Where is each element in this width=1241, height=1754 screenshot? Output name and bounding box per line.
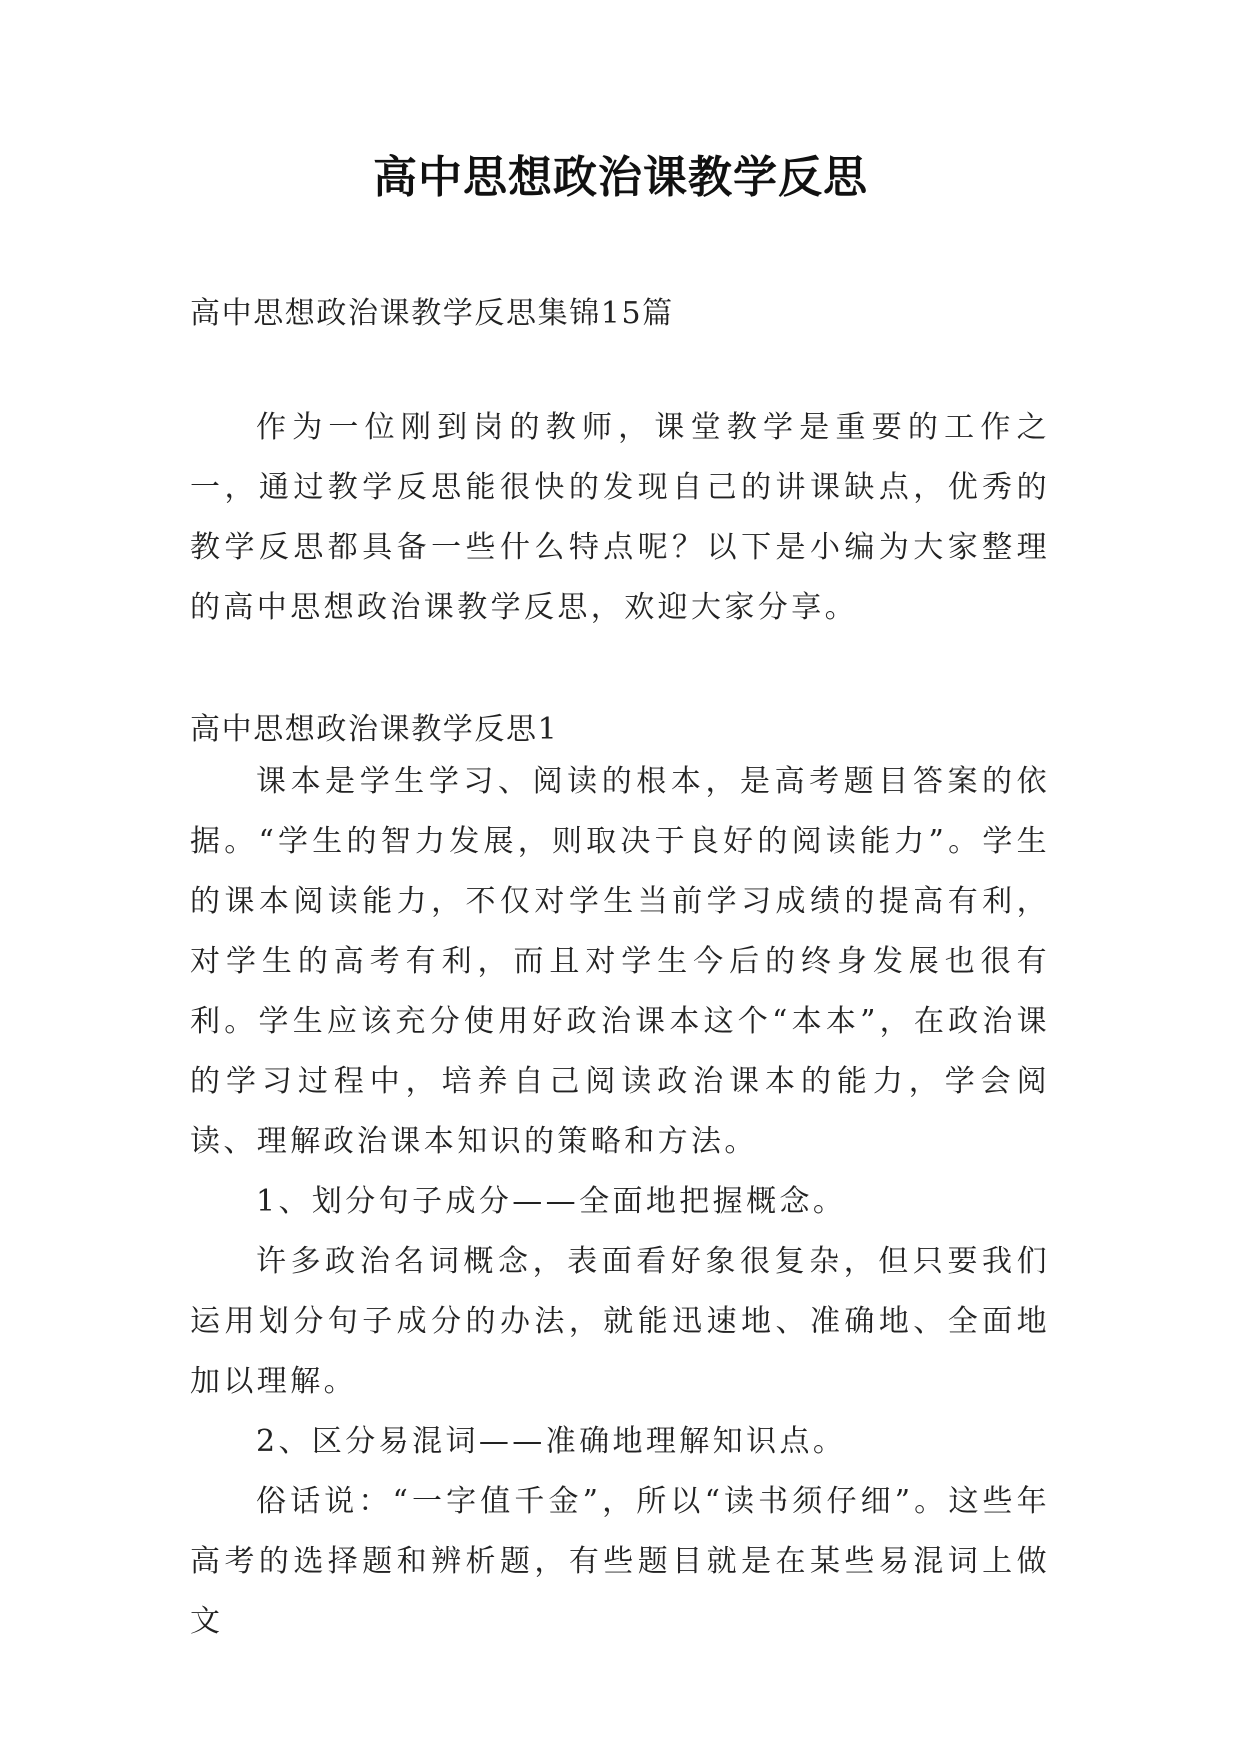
document-subtitle: 高中思想政治课教学反思集锦15篇 <box>190 296 674 331</box>
section-body <box>190 752 1050 1652</box>
numbered-point: 2、区分易混词——准确地理解知识点。 <box>256 1424 847 1459</box>
section-heading: 高中思想政治课教学反思1 <box>190 712 559 747</box>
body-paragraph: 课本是学生学习、阅读的根本，是高考题目答案的依据。“学生的智力发展，则取决于良好的阅读能力”。学生的课本阅读能力，不仅对学生当前学习成绩的提高有利，对学生的高考有利，而且对学生今后的终身发展也很有利。学生应该充分使用好政治课本这个“本本”，在政治课的学习过程中，培养自己阅读政治课本的能力，学会阅读、理解政治课本知识的策略和方法。 <box>190 764 1050 1159</box>
numbered-point: 1、划分句子成分——全面地把握概念。 <box>256 1184 847 1219</box>
body-paragraph: 许多政治名词概念，表面看好象很复杂，但只要我们运用划分句子成分的办法，就能迅速地、准确地、全面地加以理解。 <box>190 1244 1050 1399</box>
intro-paragraph: 作为一位刚到岗的教师，课堂教学是重要的工作之一，通过教学反思能很快的发现自己的讲课缺点，优秀的教学反思都具备一些什么特点呢？以下是小编为大家整理的高中思想政治课教学反思，欢迎大家分享。 <box>190 410 1050 625</box>
document-title: 高中思想政治课教学反思 <box>373 152 868 203</box>
body-paragraph: 俗话说：“一字值千金”，所以“读书须仔细”。这些年高考的选择题和辨析题，有些题目就是在某些易混词上做文 <box>190 1484 1050 1639</box>
